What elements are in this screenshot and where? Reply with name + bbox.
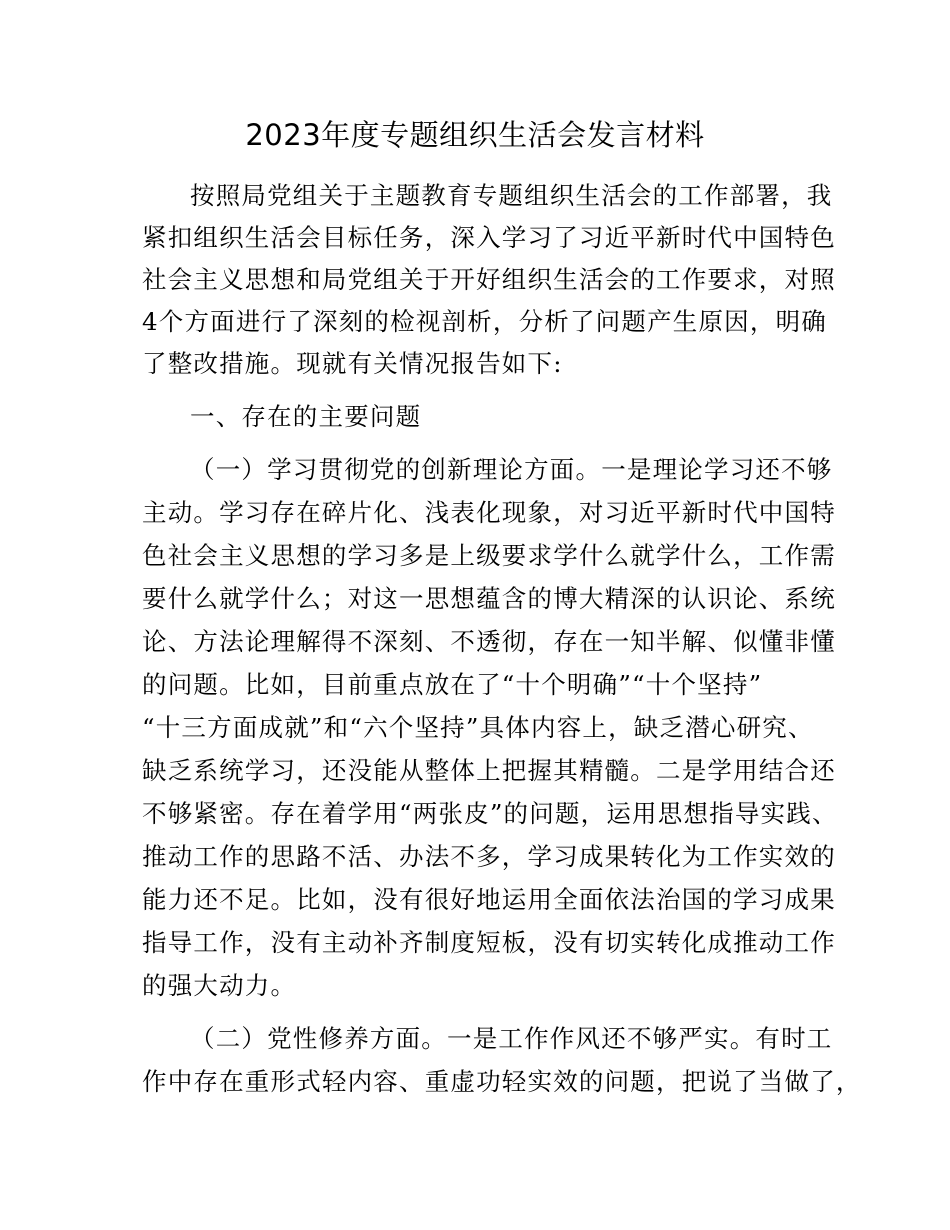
paragraph-line: 色社会主义思想的学习多是上级要求学什么就学什么，工作需 — [142, 541, 836, 570]
paragraph-line: （二）党性修养方面。一是工作作风还不够严实。有时工 — [190, 1024, 833, 1053]
paragraph-line: 的强大动力。 — [142, 971, 297, 1000]
paragraph-line: 的问题。比如，目前重点放在了“十个明确”“十个坚持” — [142, 670, 763, 699]
paragraph-line: 推动工作的思路不活、办法不多，学习成果转化为工作实效的 — [142, 842, 836, 871]
paragraph-line: 指导工作，没有主动补齐制度短板，没有切实转化成推动工作 — [142, 928, 836, 957]
paragraph-line: “十三方面成就”和“六个坚持”具体内容上，缺乏潜心研究、 — [142, 713, 814, 742]
paragraph-line: 论、方法论理解得不深刻、不透彻，存在一知半解、似懂非懂 — [142, 627, 836, 656]
paragraph-line: 作中存在重形式轻内容、重虚功轻实效的问题，把说了当做了， — [142, 1067, 862, 1096]
section-heading: 一、存在的主要问题 — [190, 402, 422, 431]
paragraph-line: 不够紧密。存在着学用“两张皮”的问题，运用思想指导实践、 — [142, 799, 838, 828]
document-title: 2023年度专题组织生活会发言材料 — [245, 118, 705, 152]
paragraph-line: 要什么就学什么；对这一思想蕴含的博大精深的认识论、系统 — [142, 584, 836, 613]
paragraph-line: 紧扣组织生活会目标任务，深入学习了习近平新时代中国特色 — [142, 223, 836, 252]
paragraph-line: 按照局党组关于主题教育专题组织生活会的工作部署，我 — [190, 181, 833, 210]
paragraph-line: 了整改措施。现就有关情况报告如下: — [142, 349, 563, 378]
paragraph-line: （一）学习贯彻党的创新理论方面。一是理论学习还不够 — [190, 455, 833, 484]
paragraph-line: 缺乏系统学习，还没能从整体上把握其精髓。二是学用结合还 — [142, 756, 836, 785]
paragraph-line: 主动。学习存在碎片化、浅表化现象，对习近平新时代中国特 — [142, 498, 836, 527]
paragraph-line: 4个方面进行了深刻的检视剖析，分析了问题产生原因，明确 — [142, 307, 827, 336]
paragraph-line: 社会主义思想和局党组关于开好组织生活会的工作要求，对照 — [142, 265, 836, 294]
paragraph-line: 能力还不足。比如，没有很好地运用全面依法治国的学习成果 — [142, 885, 836, 914]
